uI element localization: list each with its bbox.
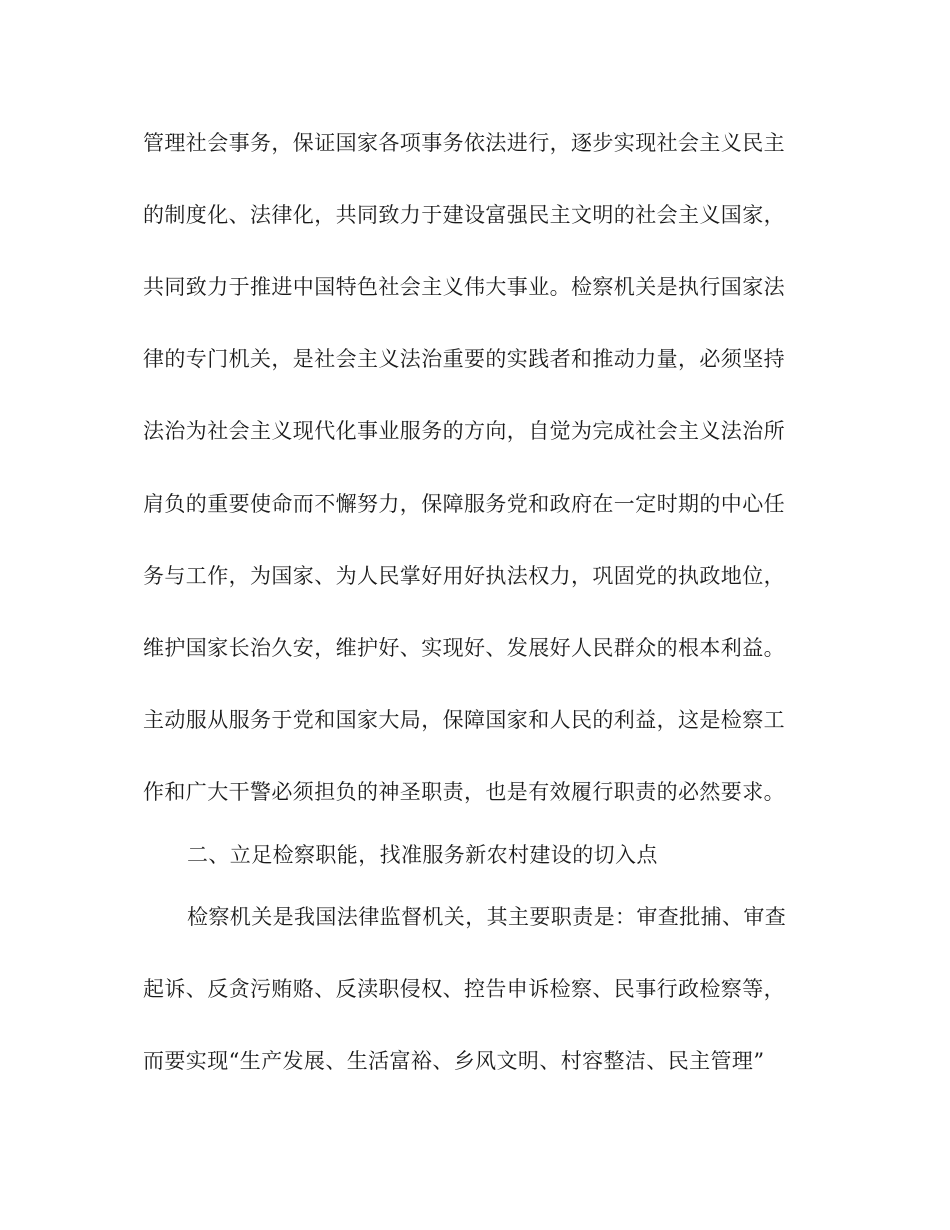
paragraph-line: 检察机关是我国法律监督机关，其主要职责是：审查批捕、审查 bbox=[187, 905, 787, 929]
paragraph-line: 的制度化、法律化，共同致力于建设富强民主文明的社会主义国家， bbox=[143, 203, 785, 227]
paragraph-line: 律的专门机关，是社会主义法治重要的实践者和推动力量，必须坚持 bbox=[143, 347, 785, 371]
paragraph-line: 务与工作，为国家、为人民掌好用好执法权力，巩固党的执政地位， bbox=[143, 564, 785, 588]
paragraph-line: 作和广大干警必须担负的神圣职责，也是有效履行职责的必然要求。 bbox=[143, 780, 785, 804]
paragraph-line: 而要实现“生产发展、生活富裕、乡风文明、村容整洁、民主管理” bbox=[143, 1049, 765, 1073]
paragraph-line: 主动服从服务于党和国家大局，保障国家和人民的利益，这是检察工 bbox=[143, 708, 785, 732]
paragraph-line: 维护国家长治久安，维护好、实现好、发展好人民群众的根本利益。 bbox=[143, 636, 785, 660]
paragraph-line: 共同致力于推进中国特色社会主义伟大事业。检察机关是执行国家法 bbox=[143, 275, 785, 299]
paragraph-line: 管理社会事务，保证国家各项事务依法进行，逐步实现社会主义民主 bbox=[143, 131, 785, 155]
section-heading: 二、立足检察职能，找准服务新农村建设的切入点 bbox=[187, 843, 658, 867]
paragraph-line: 法治为社会主义现代化事业服务的方向，自觉为完成社会主义法治所 bbox=[143, 419, 785, 443]
paragraph-line: 起诉、反贪污贿赂、反渎职侵权、控告申诉检察、民事行政检察等， bbox=[143, 977, 785, 1001]
paragraph-line: 肩负的重要使命而不懈努力，保障服务党和政府在一定时期的中心任 bbox=[143, 492, 785, 516]
